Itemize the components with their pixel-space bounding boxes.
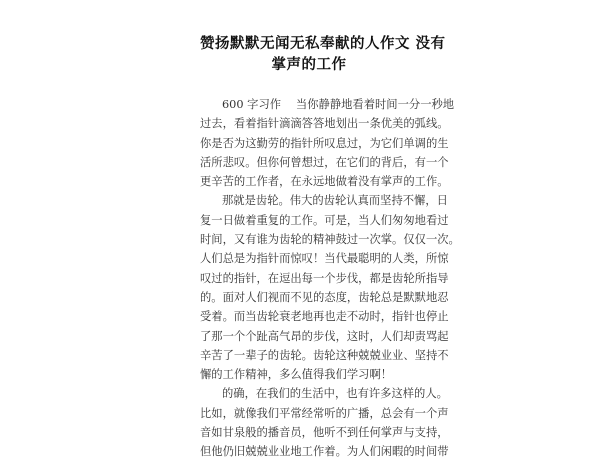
- body-line: 600 字习作 当你静静地看着时间一分一秒地: [222, 98, 455, 111]
- article-column: [200, 34, 460, 462]
- body-line: 时间，又有谁为齿轮的精神鼓过一次掌。仅仅一次。: [200, 233, 460, 247]
- body-line: 的确，在我们的生活中，也有许多这样的人。: [222, 387, 448, 401]
- body-line: 但他仍旧兢兢业业地工作着。为人们闲暇的时间带: [200, 445, 449, 459]
- body-line: 你是否为这勤劳的指针所叹息过，为它们单调的生: [200, 136, 449, 150]
- body-line: 那就是齿轮。伟大的齿轮认真而坚持不懈，日: [222, 194, 448, 208]
- body-line: 受着。而当齿轮衰老地再也走不动时，指针也停止: [200, 310, 449, 324]
- body-line: 懈的工作精神，多么值得我们学习啊！: [200, 368, 393, 382]
- body-line: 叹过的指针，在逗出每一个步伐，都是齿轮所指导: [200, 271, 449, 285]
- article-title: [200, 34, 446, 76]
- body-line: 复一日做着重复的工作。可是，当人们匆匆地看过: [200, 213, 449, 227]
- title-line-2: 掌声的工作: [271, 57, 347, 73]
- body-line: 人们总是为指针而惊叹！当代最聪明的人类，所惊: [200, 252, 449, 266]
- article-body: [200, 95, 460, 462]
- title-line-1: 赞扬默默无闻无私奉献的人作文 没有: [200, 36, 446, 52]
- body-line: 的。面对人们视而不见的态度，齿轮总是默默地忍: [200, 290, 449, 304]
- body-line: 音如甘泉般的播音员，他听不到任何掌声与支持，: [200, 426, 449, 440]
- body-line: 过去，看着指针滴滴答答地划出一条优美的弧线。: [200, 117, 449, 131]
- body-line: 了那一个个趾高气昂的步伐，这时，人们却责骂起: [200, 329, 449, 343]
- body-line: 更辛苦的工作者，在永远地做着没有掌声的工作。: [200, 175, 449, 189]
- body-line: 辛苦了一辈子的齿轮。齿轮这种兢兢业业、坚持不: [200, 348, 449, 362]
- body-line: 活所悲叹。但你何曾想过，在它们的背后，有一个: [200, 155, 449, 169]
- body-line: 比如，就像我们平常经常听的广播，总会有一个声: [200, 406, 449, 420]
